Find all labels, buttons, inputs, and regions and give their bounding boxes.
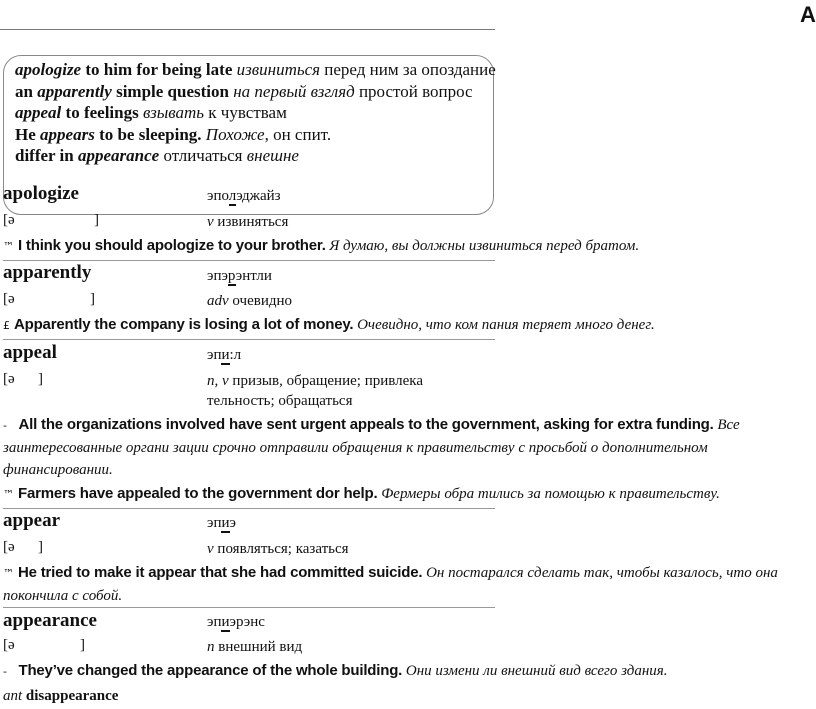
example — [3, 483, 720, 506]
example-marker: ™ — [3, 240, 14, 253]
top-divider — [0, 29, 495, 30]
collocation-line — [15, 145, 496, 167]
antonym-word: disappearance — [22, 688, 119, 704]
translit-stress: л — [228, 188, 237, 204]
example-en: I think you should apologize to your brother. — [18, 237, 326, 254]
translit-stress: и — [221, 515, 230, 531]
collocation-keyword: appeal — [15, 103, 62, 122]
collocation-keyword: apparently — [37, 81, 112, 101]
example — [3, 660, 668, 683]
collocation-line — [15, 81, 496, 103]
part-of-speech: n — [207, 639, 215, 655]
collocation-ru: перед ним за опоздание — [320, 60, 496, 79]
transliteration — [207, 614, 265, 631]
headword: appear — [3, 510, 60, 531]
collocation-line — [15, 59, 496, 81]
meaning-text: извиняться — [213, 214, 289, 230]
example-marker: ™ — [3, 567, 14, 580]
collocation-ru-italic: взывать — [142, 103, 205, 122]
example — [3, 314, 655, 337]
collocation-en: He — [15, 124, 41, 144]
example-marker: - — [3, 419, 7, 432]
translit-stress: р — [227, 268, 236, 284]
translit-part: :л — [229, 347, 242, 363]
collocation-keyword: appears — [40, 124, 95, 144]
phonetic-close: ] — [80, 637, 85, 653]
entry-divider — [3, 607, 495, 608]
translit-part: эджайз — [236, 188, 281, 204]
translit-part: эп — [207, 347, 222, 363]
phonetic-open: [ə — [3, 212, 15, 228]
collocation-en: to be sleeping. — [94, 124, 206, 144]
example-marker: £ — [3, 319, 10, 332]
collocation-ru-italic: на первый взгляд — [233, 81, 355, 101]
collocations-list — [15, 59, 496, 167]
translit-part: эрэнс — [229, 614, 265, 630]
example — [3, 235, 639, 258]
collocation-en: an — [15, 81, 38, 101]
phonetic-open: [ə — [3, 291, 15, 307]
meaning-text-cont: тельность; обращаться — [207, 393, 353, 409]
antonym-label: ant — [3, 688, 23, 704]
example-marker: - — [3, 665, 7, 678]
example-ru: Очевидно, что ком пания теряет много денег. — [357, 317, 655, 333]
example-en: Farmers have appealed to the government dor help. — [18, 485, 378, 502]
collocation-ru: , он спит. — [264, 124, 332, 144]
collocation-line — [15, 124, 496, 146]
translit-part: эпэ — [207, 268, 228, 284]
meaning — [207, 371, 423, 411]
page-letter: A — [800, 2, 816, 27]
collocation-en: to him for being late — [81, 60, 237, 79]
headword: apparently — [3, 262, 92, 283]
collocation-keyword: appearance — [77, 146, 160, 165]
example — [3, 562, 815, 607]
phonetic-close: ] — [38, 371, 43, 387]
meaning — [207, 637, 302, 657]
phonetic — [3, 212, 99, 229]
meaning — [207, 212, 288, 232]
entry-divider — [3, 508, 495, 509]
headword: appeal — [3, 342, 57, 363]
phonetic — [3, 291, 95, 308]
example-ru: Он постарался сделать так, чтобы казалось, что она покончила с собой. — [3, 565, 778, 604]
translit-part: эпо — [207, 188, 229, 204]
collocation-ru-italic: извиниться — [236, 60, 321, 79]
collocation-ru-italic: внешне — [246, 146, 299, 165]
example-ru: Все заинтересованные органи зации срочно отправили обращения к правительству с просьбой о дополнительном финансировании. — [3, 417, 740, 478]
collocation-en: to feelings — [61, 103, 143, 122]
collocation-en: simple question — [111, 81, 234, 101]
phonetic-close: ] — [90, 291, 95, 307]
example-ru: Фермеры обра тились за помощью к правительству. — [381, 486, 720, 502]
transliteration — [207, 347, 241, 364]
phonetic-open: [ə — [3, 371, 15, 387]
collocation-ru: простой вопрос — [354, 81, 473, 101]
phonetic-close: ] — [94, 212, 99, 228]
headword: apologize — [3, 183, 79, 204]
meaning — [207, 291, 292, 311]
collocation-keyword: apologize — [15, 60, 82, 79]
translit-part: э — [229, 515, 236, 531]
transliteration — [207, 515, 236, 532]
entry-divider — [3, 339, 495, 340]
translit-part: энтли — [235, 268, 272, 284]
meaning-text: внешний вид — [214, 639, 303, 655]
phonetic — [3, 539, 43, 556]
example-ru: Я думаю, вы должны извиниться перед братом. — [329, 238, 640, 254]
part-of-speech: adv — [207, 293, 229, 309]
collocation-ru-italic: Похоже — [205, 124, 265, 144]
transliteration — [207, 188, 281, 205]
phonetic-close: ] — [38, 539, 43, 555]
example-en: He tried to make it appear that she had committed suicide. — [18, 564, 423, 581]
example-en: They’ve changed the appearance of the whole building. — [18, 662, 403, 679]
entry-divider — [3, 260, 495, 261]
phonetic — [3, 637, 85, 654]
phonetic — [3, 371, 43, 388]
example-marker: ™ — [3, 488, 14, 501]
translit-part: эп — [207, 515, 222, 531]
meaning-text: очевидно — [228, 293, 293, 309]
translit-part: эп — [207, 614, 222, 630]
transliteration — [207, 268, 272, 285]
part-of-speech: n, v — [207, 373, 229, 389]
headword: appearance — [3, 610, 97, 631]
translit-stress: и — [221, 614, 230, 630]
collocation-ru: к чувствам — [204, 103, 287, 122]
phonetic-open: [ə — [3, 539, 15, 555]
collocation-line — [15, 102, 496, 124]
collocation-ru: отличаться — [159, 146, 247, 165]
example-ru: Они измени ли внешний вид всего здания. — [405, 663, 668, 679]
meaning-text: появляться; казаться — [213, 541, 349, 557]
meaning-text: призыв, обращение; привлека — [228, 373, 423, 389]
meaning — [207, 539, 349, 559]
example-en: Apparently the company is losing a lot of money. — [14, 316, 354, 333]
part-of-speech: v — [207, 214, 214, 230]
example-en: All the organizations involved have sent urgent appeals to the government, asking for extra funding. — [18, 416, 714, 433]
part-of-speech: v — [207, 541, 214, 557]
antonym — [3, 688, 118, 705]
phonetic-open: [ə — [3, 637, 15, 653]
translit-stress: и — [221, 347, 230, 363]
example — [3, 414, 808, 481]
collocation-en: differ in — [15, 146, 78, 165]
